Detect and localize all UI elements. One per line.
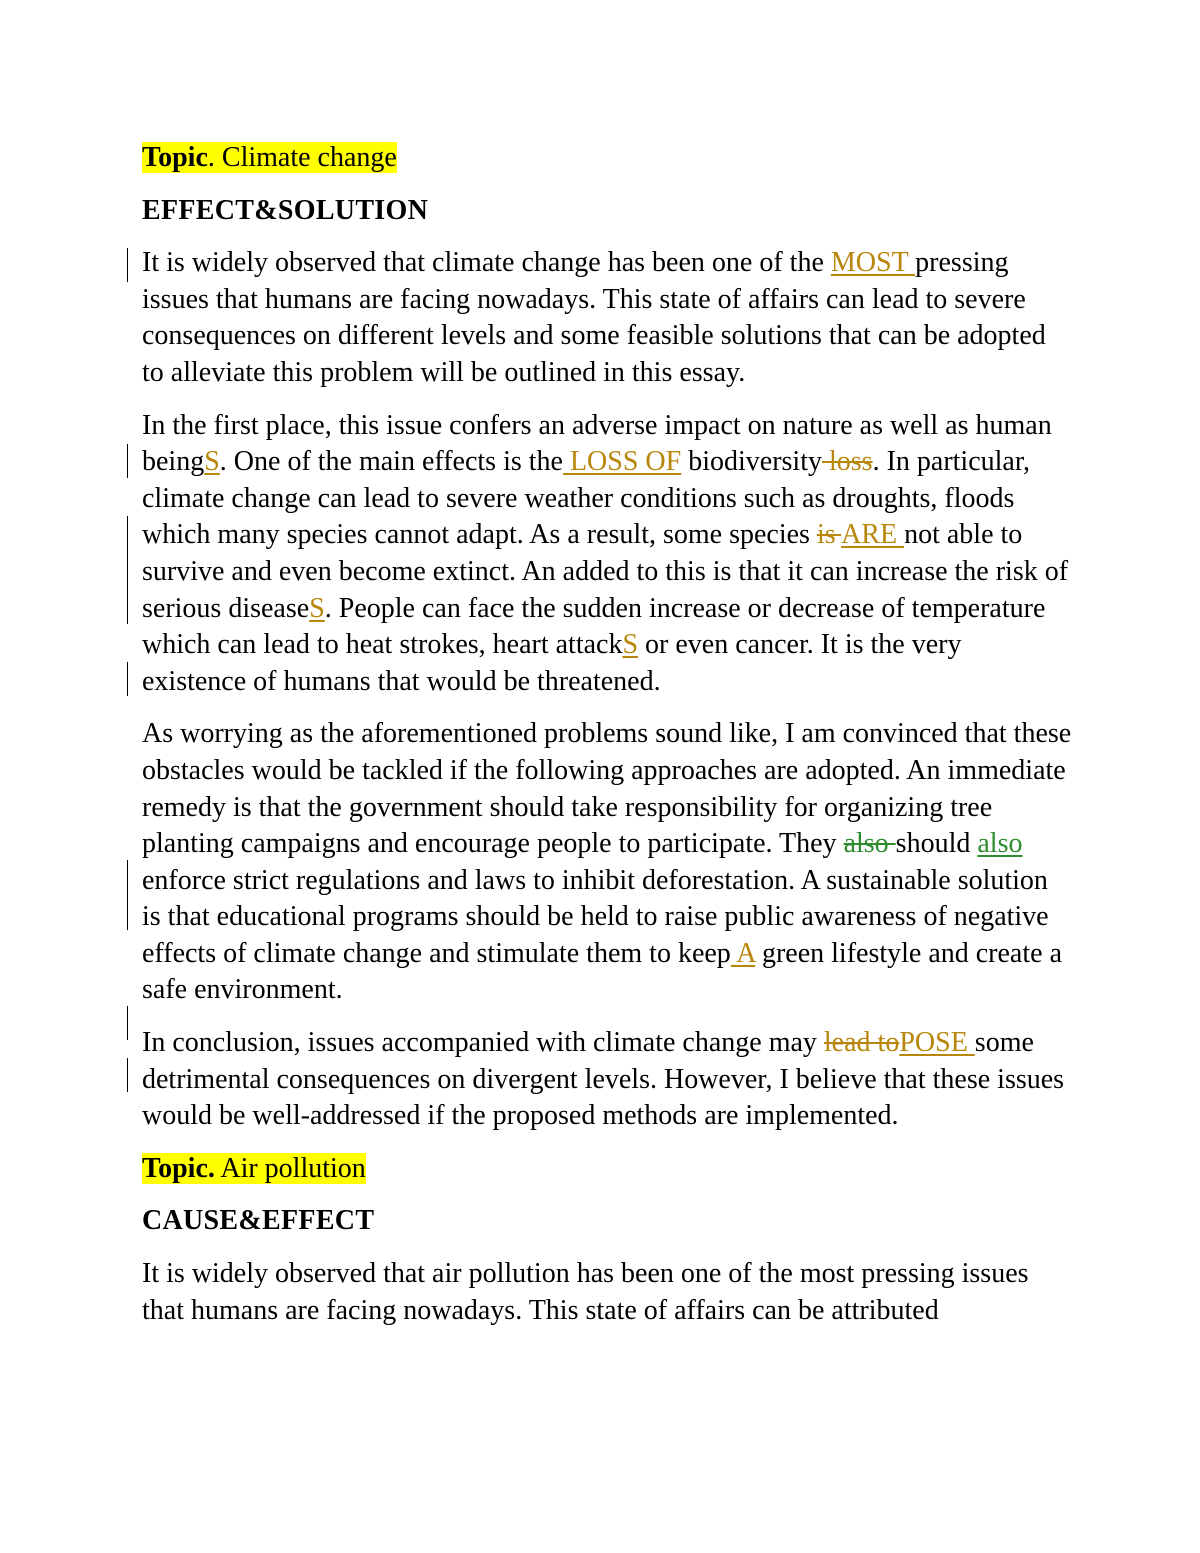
paragraph-conclusion: [142, 1025, 1072, 1135]
topic-line: [142, 1151, 1072, 1188]
topic-label: Topic.: [142, 1152, 215, 1184]
text-run: In the first place, this issue confers an adverse impact on nature as well as human being: [142, 409, 1052, 478]
change-bar: [127, 516, 128, 624]
paragraph-effects: [142, 408, 1072, 701]
inserted-text: POSE: [899, 1027, 975, 1059]
change-bar: [127, 860, 128, 930]
text-run: . In particular, climate change can lead to severe weather conditions such as droughts, floods which many species cannot adapt. As a result, some species: [142, 446, 1031, 551]
topic-label: Topic: [142, 142, 208, 173]
inserted-text: MOST: [830, 247, 916, 279]
text-run: should: [895, 828, 978, 860]
text-run: enforce strict regulations and laws to inhibit deforestation. A sustainable solution is that educational programs should be held to raise public awareness of negative effects of climate change and stimulate them to keep: [142, 864, 1049, 969]
inserted-text: S: [309, 592, 325, 624]
text-run: As worrying as the aforementioned problems sound like, I am convinced that these obstacles would be tackled if the following approaches are adopted. An immediate remedy is that the government should take responsibility for organizing tree planting campaigns and encourage people to participate. They: [142, 718, 1072, 860]
inserted-text: ARE: [841, 519, 905, 551]
paragraph-solutions: [142, 716, 1072, 1009]
text-run: or even cancer. It is the very existence of humans that would be threatened.: [142, 629, 962, 697]
paragraph-intro: [142, 1256, 1072, 1329]
change-bar: [127, 1058, 128, 1092]
text-run: not able to survive and even become extinct. An added to this is that it can increase the risk of serious disease: [142, 519, 1069, 624]
change-bar: [127, 444, 128, 478]
text-run: It is widely observed that air pollution has been one of the most pressing issues that humans are facing nowadays. This state of affairs can be attributed: [142, 1258, 1029, 1326]
text-run: pressing issues that humans are facing nowadays. This state of affairs can lead to severe consequences on different levels and some feasible solutions that can be adopted to alleviate this problem will be outlined in this essay.: [142, 247, 1046, 388]
inserted-text: S: [204, 446, 220, 478]
text-run: . People can face the sudden increase or decrease of temperature which can lead to heat strokes, heart attack: [142, 592, 1046, 661]
inserted-text: S: [622, 629, 639, 661]
text-run: . One of the main effects is the: [219, 446, 563, 478]
topic-title: . Climate change: [207, 142, 397, 173]
change-bar: [127, 662, 128, 696]
deleted-text: is: [816, 519, 842, 551]
inserted-text: also: [977, 828, 1023, 860]
change-bar: [127, 248, 128, 282]
text-run: biodiversity: [681, 446, 822, 478]
paragraph-intro: [142, 245, 1072, 391]
text-run: green lifestyle and create a safe environment.: [142, 937, 1062, 1006]
text-run: some detrimental consequences on divergent levels. However, I believe that these issues would be well-addressed if the proposed methods are implemented.: [142, 1027, 1065, 1132]
topic-highlight: [142, 142, 397, 173]
inserted-text: LOSS OF: [562, 446, 682, 478]
deleted-text: loss: [821, 446, 873, 478]
topic-title: Air pollution: [214, 1152, 366, 1184]
deleted-text: also: [843, 828, 896, 860]
section-heading: CAUSE&EFFECT: [142, 1205, 375, 1237]
text-run: It is widely observed that climate change has been one of the: [142, 247, 831, 279]
inserted-text: A: [730, 937, 755, 969]
text-run: In conclusion, issues accompanied with climate change may: [142, 1027, 824, 1059]
topic-highlight: [142, 1153, 366, 1184]
change-bar: [127, 1006, 128, 1040]
deleted-text: lead to: [823, 1027, 900, 1059]
document-body: [142, 140, 1072, 1345]
topic-line: [142, 140, 1072, 177]
section-heading: EFFECT&SOLUTION: [142, 194, 429, 226]
